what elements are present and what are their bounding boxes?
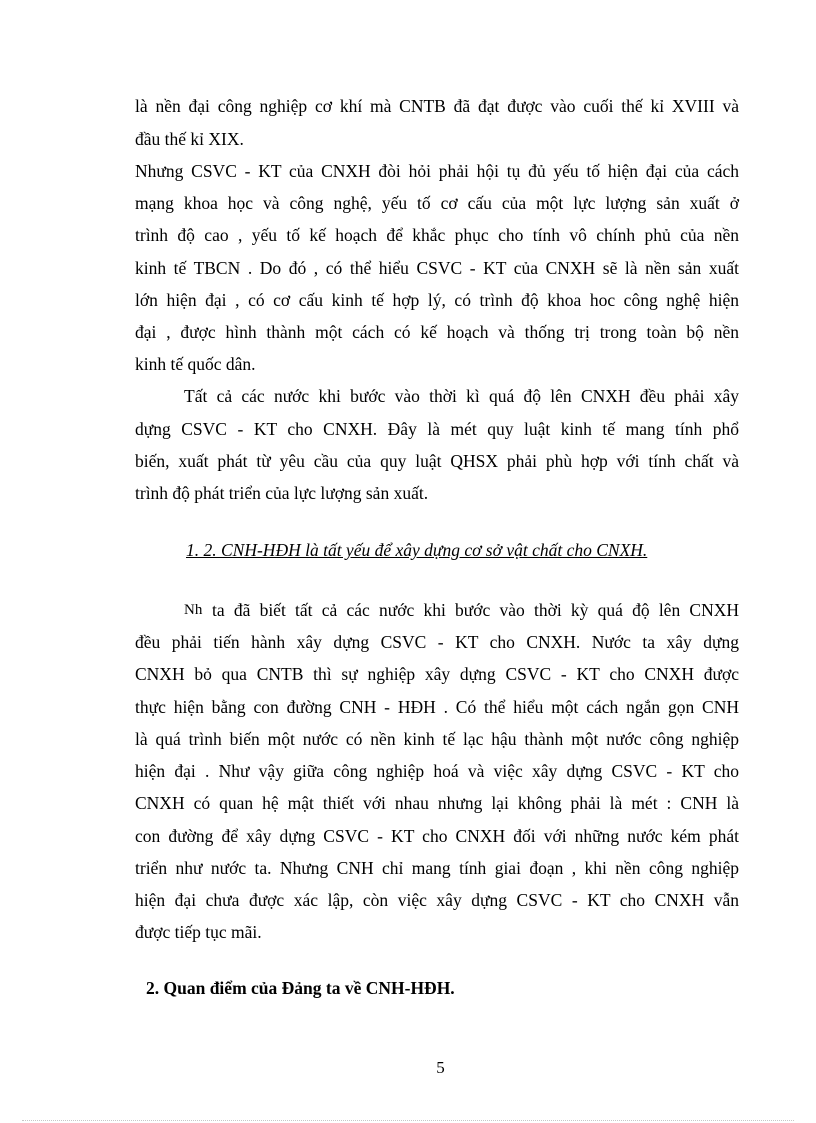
paragraph-3-line-4: trình độ phát triển của lực lượng sản xuất. (135, 483, 429, 503)
paragraph-4-line-4: thực hiện bằng con đường CNH - HĐH . Có thể hiểu một cách ngắn gọn CNH (135, 697, 739, 717)
paragraph-2-line-6: đại , được hình thành một cách có kế hoạch và thống trị trong toàn bộ nền (135, 322, 739, 342)
paragraph-4-line-7: CNXH có quan hệ mật thiết với nhau nhưng lại không phải là mét : CNH là (135, 793, 739, 813)
paragraph-4-prefix: Nh (184, 602, 203, 618)
paragraph-2-line-3: trình độ cao , yếu tố kế hoạch để khắc phục cho tính vô chính phủ của nền (135, 225, 739, 245)
paragraph-2-line-5: lớn hiện đại , có cơ cấu kinh tế hợp lý, có trình độ khoa hoc công nghệ hiện (135, 290, 739, 310)
paragraph-3-line-2: dựng CSVC - KT cho CNXH. Đây là mét quy luật kinh tế mang tính phổ (135, 419, 739, 439)
paragraph-2-line-1: Nhưng CSVC - KT của CNXH đòi hỏi phải hội tụ đủ yếu tố hiện đại của cách (135, 161, 739, 181)
paragraph-3-line-1: Tất cả các nước khi bước vào thời kì quá độ lên CNXH đều phải xây (184, 386, 739, 406)
paragraph-2-line-4: kinh tế TBCN . Do đó , có thể hiểu CSVC - KT của CNXH sẽ là nền sản xuất (135, 258, 739, 278)
paragraph-4-line-9: triển như nước ta. Nhưng CNH chỉ mang tính giai đoạn , khi nền công nghiệp (135, 858, 739, 878)
subsection-heading: 1. 2. CNH-HĐH là tất yếu để xây dựng cơ sở vật chất cho CNXH. (186, 540, 648, 560)
paragraph-1-line-2: đầu thế kỉ XIX. (135, 129, 244, 149)
paragraph-3-line-3: biến, xuất phát từ yêu cầu của quy luật QHSX phải phù hợp với tính chất và (135, 451, 739, 471)
paragraph-2-line-2: mạng khoa học và công nghệ, yếu tố cơ cấu của một lực lượng sản xuất ở (135, 193, 739, 213)
section-heading: 2. Quan điểm của Đảng ta về CNH-HĐH. (146, 978, 455, 998)
paragraph-4-line-6: hiện đại . Như vậy giữa công nghiệp hoá và việc xây dựng CSVC - KT cho (135, 761, 739, 781)
page-bottom-rule (22, 1120, 794, 1121)
paragraph-4-line-8: con đường để xây dựng CSVC - KT cho CNXH đối với những nước kém phát (135, 826, 739, 846)
paragraph-4-line-5: là quá trình biến một nước có nền kinh tế lạc hậu thành một nước công nghiệp (135, 729, 739, 749)
paragraph-4-line-11: được tiếp tục mãi. (135, 922, 262, 942)
paragraph-2-line-7: kinh tế quốc dân. (135, 354, 256, 374)
paragraph-4-line-1: ta đã biết tất cả các nước khi bước vào thời kỳ quá độ lên CNXH (212, 600, 739, 620)
page-number: 5 (436, 1058, 445, 1077)
paragraph-4-line-2: đều phải tiến hành xây dựng CSVC - KT cho CNXH. Nước ta xây dựng (135, 632, 739, 652)
paragraph-4-line-3: CNXH bỏ qua CNTB thì sự nghiệp xây dựng CSVC - KT cho CNXH được (135, 664, 739, 684)
paragraph-4-line-10: hiện đại chưa được xác lập, còn việc xây dựng CSVC - KT cho CNXH vẫn (135, 890, 739, 910)
paragraph-1-line-1: là nền đại công nghiệp cơ khí mà CNTB đã đạt được vào cuối thế kỉ XVIII và (135, 96, 739, 116)
